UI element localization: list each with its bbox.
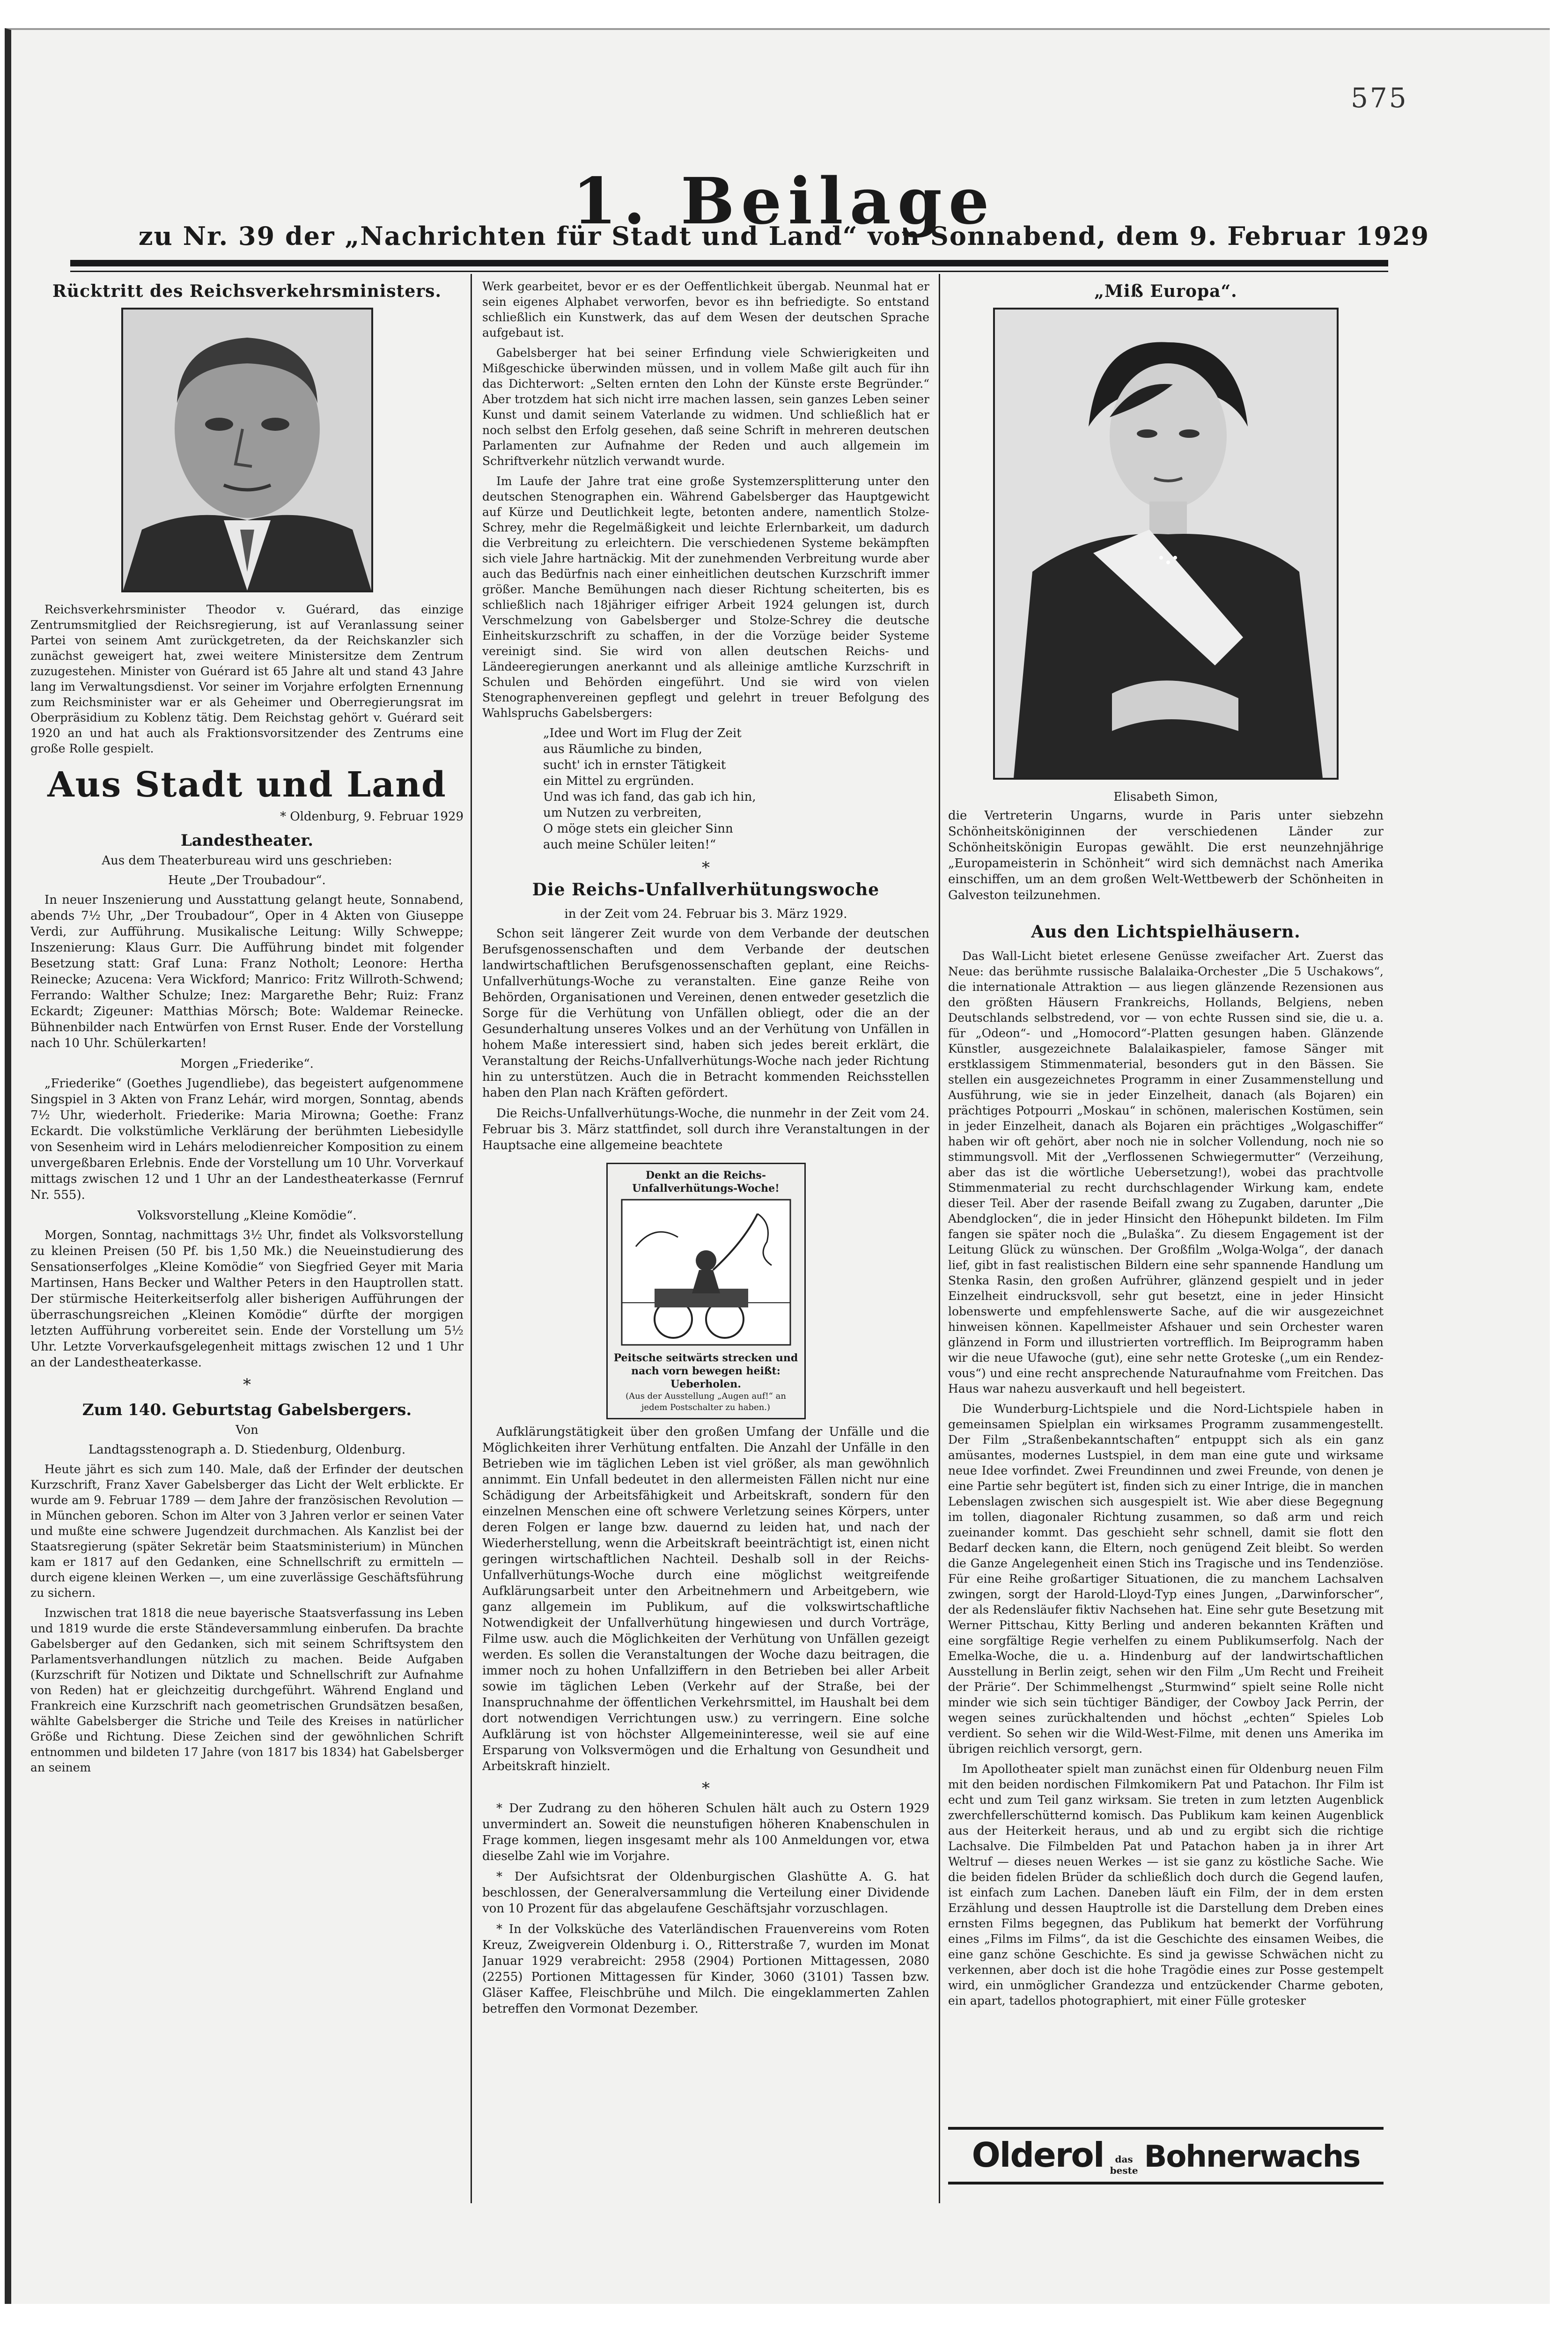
poem-line: um Nutzen zu verbreiten, xyxy=(543,806,702,820)
article-body: Aufklärungstätigkeit über den großen Umfang der Unfälle und die Möglichkeiten ihrer Verhütung entfalten. Die Anzahl der Unfälle in den Betrieben wie im täglichen Leben ist viel größer, als man gewöhnlich annimmt. Ein Unfall bedeutet in den allermeisten Fällen nicht nur eine Schädigung der Arbeitsfähigkeit und Arbeitskraft, sondern für den einzelnen Menschen eine oft schwere Verletzung seines Körpers, unter deren Folgen er lange bzw. dauernd zu leiden hat, und nach der Wiederherstellung, wenn die Arbeitskraft beeinträchtigt ist, einen nicht geringen wirtschaftlichen Nachteil. Deshalb soll in der Reichs-Unfallverhütungs-Woche durch eine möglichst weitgreifende Aufklärungsarbeit unter den Arbeitnehmern und Arbeitgebern, wie ganz allgemein im Publikum, auf die volkswirtschaftliche Notwendigkeit der Unfallverhütung hingewiesen und durch Vorträge, Filme usw. auch die Möglichkeiten der Verhütung von Unfällen gezeigt werden. Es sollen die Veranstaltungen der Woche dazu beitragen, die immer noch zu hohen Unfallziffern in den Betrieben bei aller Arbeit sowie im täglichen Leben (Verkehr auf der Straße, bei der Inanspruchnahme der öffentlichen Verkehrsmittel, im Haushalt bei dem dort notwendigen Verrichtungen usw.) zu verringern. Eine solche Aufklärung ist von höchster Allgemeininteresse, weil sie auf eine Ersparung von Volksvermögen und die Erhaltung von Gesundheit und Arbeitskraft hinzielt. xyxy=(482,1425,929,1773)
portrait-illustration xyxy=(123,310,371,590)
article-body: Werk gearbeitet, bevor er es der Oeffentlichkeit übergab. Neunmal hat er sein eigenes Alphabet verworfen, bevor es ihn befriedigte. So entstand schließlich ein Kunstwerk, das auf dem Wesen der deutschen Sprache aufgebaut ist. xyxy=(482,280,929,339)
column-divider xyxy=(939,274,940,2203)
separator-star: * xyxy=(702,858,710,877)
article-body: Die Reichs-Unfallverhütungs-Woche, die nunmehr in der Zeit vom 24. Februar bis 3. März stattfindet, soll durch ihre Veranstaltungen in der Hauptsache eine allgemeine beachtete xyxy=(482,1107,929,1152)
article-subheading: in der Zeit vom 24. Februar bis 3. März 1929. xyxy=(564,907,847,921)
poem-line: aus Räumliche zu binden, xyxy=(543,742,702,756)
ad-banner xyxy=(948,2127,1384,2184)
header-rule-thin xyxy=(70,271,1388,272)
article-heading-theater: Landestheater. xyxy=(180,831,314,850)
ad-small-text xyxy=(1110,2154,1138,2176)
subheading-folk: Volksvorstellung „Kleine Komödie“. xyxy=(137,1209,357,1223)
article-heading-miss-europe: „Miß Europa“. xyxy=(1094,281,1237,301)
portrait-photo-miss-europe xyxy=(993,308,1339,780)
article-heading-accident-week: Die Reichs-Unfallverhütungswoche xyxy=(532,880,880,900)
cartoon-source: (Aus der Ausstellung „Augen auf!“ an jedem Postschalter zu haben.) xyxy=(626,1391,786,1412)
portrait-illustration xyxy=(995,310,1337,778)
article-intro: Aus dem Theaterbureau wird uns geschrieben: xyxy=(102,854,392,868)
article-body: die Vertreterin Ungarns, wurde in Paris unter siebzehn Schönheitsköniginnen der verschiedenen Länder zur Schönheitskönigin Europas gewählt. Die erst neunzehnjährige „Europameisterin in Schönheit“ wird sich demnächst nach Amerika einschiffen, um an dem großen Welt-Wettbewerb der Schönheiten in Galveston teilzunehmen. xyxy=(948,809,1384,902)
advertisement xyxy=(948,2117,1384,2184)
byline: Von xyxy=(236,1423,258,1437)
news-item: * In der Volksküche des Vaterländischen Frauenvereins vom Roten Kreuz, Zweigverein Oldenburg i. O., Ritterstraße 7, wurden im Monat Januar 1929 verabreicht: 2958 (2904) Portionen Mittagessen, 2080 (2255) Portionen Mittagessen für Kinder, 3060 (3101) Tassen bzw. Gläser Kaffee, Fleischbrühe und Milch. Die eingeklammerten Zahlen betreffen den Vormonat Dezember. xyxy=(482,1922,929,2016)
column-2 xyxy=(482,279,929,2203)
poem-line: Und was ich fand, das gab ich hin, xyxy=(543,790,756,804)
article-body: „Friederike“ (Goethes Jugendliebe), das begeistert aufgenommene Singspiel in 3 Akten von Franz Lehár, wird morgen, Sonntag, abends 7½ Uhr, wiederholt. Friederike: Maria Mirowna; Goethe: Franz Eckardt. Die volkstümliche Verklärung der berühmten Liebesidylle von Sesenheim wird in Lehárs melodienreicher Komposition zu einem unvergeßbaren Erlebnis. Ende der Vorstellung um 10 Uhr. Vorverkauf mittags zwischen 12 und 1 Uhr an der Landestheaterkasse (Fernruf Nr. 555). xyxy=(30,1077,464,1202)
header-rule xyxy=(70,260,1388,266)
cartoon-illustration xyxy=(617,1195,795,1350)
ad-small-word: das xyxy=(1115,2153,1133,2165)
cartoon-box xyxy=(606,1163,806,1419)
column-divider xyxy=(471,274,472,2203)
article-body: Die Wunderburg-Lichtspiele und die Nord-Lichtspiele haben in gemeinsamen Spielplan ein wirksames Programm zusammengestellt. Der Film „Straßenbekanntschaften“ entpuppt sich als ein ganz amüsantes, modernes Lustspiel, in dem man eine gute und wirksame neue Idee vorfindet. Zwei Freundinnen und zwei Freunde, von denen je eine Partie sehr begütert ist, finden sich zu einer Intrige, die in manchen Lebenslagen zwischen sich ausgespielt ist. Wie aber diese Begegnung im tollen, diagonaler Richtung zusammen, so daß arm und reich zueinander kommt. Das geschieht sehr schnell, damit sie flott den Bedarf decken kann, die Eltern, noch genügend Zeit bleibt. So werden die Ganze Angelegenheit einen Stich ins Tragische und ins Tendenziöse. Für eine Reihe großartiger Situationen, die zu manchem Lachsalven zwingen, sorgt der Harold-Lloyd-Typ eines Jungen, „Darwinforscher“, der als Redensläufer fiktiv Nachsehen hat. Eine sehr gute Besetzung mit Werner Pittschau, Kitty Berling und anderen bekannten Kräften und eine sorgfältige Regie verhelfen zu einem Publikumserfolg. Nach der Emelka-Woche, die u. a. Hindenburg auf der landwirtschaftlichen Ausstellung in Berlin zeigt, sehen wir den Film „Um Recht und Freiheit der Prärie“. Der Schimmelhengst „Sturmwind“ spielt seine Rolle nicht minder wie sich sein tüchtiger Bändiger, der Cowboy Jack Perrin, der wegen seines zurückhaltenden und höchst „echten“ Spieles Lob verdient. So sehen wir die Wild-West-Filme, mit denen uns Amerika im übrigen reichlich versorgt, gern. xyxy=(948,1402,1384,1756)
article-body: Inzwischen trat 1818 die neue bayerische Staatsverfassung ins Leben und 1819 wurde die erste Ständeversammlung einberufen. Da brachte Gabelsberger auf den Gedanken, sich mit seinem Schriftsystem den Parlamentsverhandlungen nützlich zu machen. Beide Aufgaben (Kurzschrift für Notizen und Diktate und Schnellschrift zur Aufnahme von Reden) hat er gleichzeitig durchgeführt. Während England und Frankreich eine Kurzschrift nach geometrischen Grundsätzen besaßen, wählte Gabelsberger die Striche und Teile des Kreises in natürlicher Größe und Richtung. Diese Zeichen sind der gewöhnlichen Schrift entnommen und bildeten 17 Jahre (von 1817 bis 1834) hat Gabelsberger an seinem xyxy=(30,1606,464,1774)
article-heading-gabelsberger: Zum 140. Geburtstag Gabelsbergers. xyxy=(82,1401,412,1419)
article-heading-resignation: Rücktritt des Reichsverkehrsministers. xyxy=(52,281,442,301)
article-body: Das Wall-Licht bietet erlesene Genüsse zweifacher Art. Zuerst das Neue: das berühmte russische Balalaika-Orchester „Die 5 Uschakows“, die internationale Attraktion — aus liegen glänzende Rezensionen aus den größten Häusern Frankreichs, Hollands, Belgiens, neben Deutschlands selbstredend, vor — von echte Russen sind sie, die u. a. für „Odeon“- und „Homocord“-Platten gesungen haben. Glänzende Künstler, ausgezeichnete Balalaikaspieler, famose Sänger mit erstklassigem Stimmenmaterial, besonders gut in den Bässen. Sie stellen ein ausgezeichnetes Programm in einer Zusammenstellung und Ausführung, wie sie in jeder Einzelheit, danach (als Bojaren) ein prächtiges Potpourri „Moskau“ in schönen, malerischen Kostümen, sein in jeder Einzelheit, danach als Bojaren ein prächtiges „Wolgaschiffer“ haben wir oft gehört, aber noch nie in solcher Vollendung, noch nie so stimmungsvoll. Mit der „Verflossenen Schwiegermutter“ (Verzeihung, aber das ist die wörtliche Uebersetzung!), wobei das prachtvolle Stimmenmaterial zu recht durchschlagender Wirkung kam, endete dieser Teil. Aber der rasende Beifall zwang zu Zugaben, darunter „Die Abendglocken“, die in jeder Hinsicht den Höhepunkt bildeten. Im Film fangen sie später noch die „Bulaška“. Zu diesem Engagement ist der Leitung Glück zu wünschen. Der Großfilm „Wolga-Wolga“, der danach lief, gibt in fast realistischen Bildern eine sehr spannende Handlung um Stenka Rasin, den großen Aufrührer, glänzend gespielt und in jeder Einzelheit eindrucksvoll, sehr gut besetzt, eine in jeder Hinsicht lobenswerte und empfehlenswerte Sache, auf die wir ausgezeichnet hinweisen können. Kapellmeister Afshauer und sein Orchester waren glänzend in Form und illustrierten vortrefflich. Im Beiprogramm haben wir die neue Ufawoche (gut), eine sehr nette Groteske („um ein Rendez-vous“) und eine recht ansprechende Naturaufnahme vom Freitchen. Das Haus war nahezu ausverkauft und hell begeistert. xyxy=(948,949,1384,1395)
separator-star: * xyxy=(243,1375,251,1394)
dateline: * Oldenburg, 9. Februar 1929 xyxy=(280,810,464,824)
article-body: Schon seit längerer Zeit wurde von dem Verbande der deutschen Berufsgenossenschaften und dem Verbande der deutschen landwirtschaftlichen Berufsgenossenschaften geplant, eine Reichs-Unfallverhütungs-Woche zu veranstalten. Eine ganze Reihe von Behörden, Organisationen und Vereinen, denen entweder gesetzlich die Sorge für die Verhütung von Unfällen obliegt, oder die an der Gesunderhaltung unseres Volkes und an der Verhütung von Unfällen in hohem Maße interessiert sind, haben sich jedes bereit erklärt, die Veranstaltung der Reichs-Unfallverhütungs-Woche nach jeder Richtung hin zu unterstützen. Auch die in Betracht kommenden Reichsstellen haben den Plan nach Kräften gefördert. xyxy=(482,927,929,1100)
poem-line: „Idee und Wort im Flug der Zeit xyxy=(543,726,742,740)
ad-brand: Olderol xyxy=(972,2135,1104,2175)
photo-caption: Elisabeth Simon, xyxy=(1113,790,1218,804)
column-1 xyxy=(30,279,464,2203)
supplement-title: 1. Beilage xyxy=(572,164,996,239)
article-body: Gabelsberger hat bei seiner Erfindung viele Schwierigkeiten und Mißgeschicke überwinden müssen, und in vollem Maße gilt auch für ihn das Dichterwort: „Selten ernten den Lohn der Künste erste Begründer.“ Aber trotzdem hat sich nicht irre machen lassen, sein ganzes Leben seiner Kunst und damit seinem Vaterlande zu widmen. Und schließlich hat er noch selbst den Erfolg gesehen, daß seine Schrift in mehreren deutschen Parlamenten zur Aufnahme der Reden und auch allgemein im Schriftverkehr nützlich verwandt wurde. xyxy=(482,346,929,468)
poem-line: auch meine Schüler leiten!“ xyxy=(543,838,716,852)
supplement-subtitle: zu Nr. 39 der „Nachrichten für Stadt und Land“ von Sonnabend, dem 9. Februar 1929 xyxy=(138,221,1430,251)
portrait-photo-guerard xyxy=(121,308,373,592)
cartoon-title: Denkt an die Reichs-Unfallverhütungs-Woche! xyxy=(632,1169,780,1195)
cartoon-caption: Peitsche seitwärts strecken und nach vorn bewegen heißt: Ueberholen. xyxy=(613,1352,798,1390)
separator-star: * xyxy=(702,1779,710,1798)
poem-line: sucht' ich in ernster Tätigkeit xyxy=(543,758,726,772)
article-body: In neuer Inszenierung und Ausstattung gelangt heute, Sonnabend, abends 7½ Uhr, „Der Troubadour“, Oper in 4 Akten von Giuseppe Verdi, zur Aufführung. Musikalische Leitung: Willy Schweppe; Inszenierung: Klaus Gurr. Die Aufführung bindet mit folgender Besetzung statt: Graf Luna: Franz Notholt; Leonore: Hertha Reinecke; Azucena: Vera Wickford; Manrico: Fritz Willroth-Schwend; Ferrando: Walther Schulze; Inez: Margarethe Behr; Ruiz: Franz Eckardt; Zigeuner: Matthias Mörsch; Bote: Waldemar Reinecke. Bühnenbilder nach Entwürfen von Ernst Ruser. Ende der Vorstellung nach 10 Uhr. Schülerkarten! xyxy=(30,893,464,1050)
article-body: Im Apollotheater spielt man zunächst einen für Oldenburg neuen Film mit den beiden nordischen Filmkomikern Pat und Patachon. Ihr Film ist echt und zum Teil ganz wirksam. Sie treten in zum letzten Augenblick zwerchfellerschütternd komisch. Das Publikum kam keinen Augenblick aus der Heiterkeit heraus, und ab und zu ergibt sich die richtige Lachsalve. Die Filmbelden Pat und Patachon haben ja in ihrer Art Weltruf — dieses neuen Werkes — ist sie ganz zu köstliche Sache. Wie die beiden fidelen Brüder da schließlich doch durch die Gegend laufen, ist einfach zum Lachen. Daneben läuft ein Film, der in dem ersten Erzählung und dessen Hauptrolle ist die Darstellung dem Dreben eines ernsten Films begegnen, das Publikum hat bemerkt der Vorführung eines „Films im Films“, da ist die Geschichte des einsamen Weibes, die eine ganz schöne Geschichte. Es sind ja gewisse Schwächen nicht zu verkennen, aber doch ist die hohe Tragödie eines zur Posse gestempelt wird, ein unmöglicher Grandezza und entzückender Charme geboten, ein apart, tadellos photographiert, mit einer Fülle grotesker xyxy=(948,1762,1384,2007)
article-body: Im Laufe der Jahre trat eine große Systemzersplitterung unter den deutschen Stenographen ein. Während Gabelsberger das Hauptgewicht auf Kürze und Deutlichkeit legte, betonten andere, namentlich Stolze-Schrey, mehr die Regelmäßigkeit und leichte Erlernbarkeit, um dadurch die Verbreitung zu erleichtern. Die verschiedenen Systeme bekämpften sich viele Jahre hartnäckig. Mit der zunehmenden Verbreitung wurde aber auch das Bedürfnis nach einer einheitlichen deutschen Kurzschrift immer größer. Manche Bemühungen nach dieser Richtung scheiterten, bis es schließlich nach 18jähriger eifriger Arbeit 1924 gelungen ist, durch Verschmelzung von Gabelsberger und Stolze-Schrey die deutsche Einheitskurzschrift zu schaffen, in der die Vorzüge beider Systeme vereinigt sind. Sie wird von allen deutschen Reichs- und Ländeeregierungen anerkannt und als alleinige amtliche Kurzschrift in Schulen und Behörden eingeführt. Und sie wird von vielen Stenographenvereinen gepflegt und gelehrt in treuer Befolgung des Wahlspruchs Gabelsbergers: xyxy=(482,474,929,720)
ad-product: Bohnerwachs xyxy=(1144,2140,1360,2174)
poem-line: O möge stets ein gleicher Sinn xyxy=(543,822,733,836)
article-heading-cinemas: Aus den Lichtspielhäusern. xyxy=(1031,922,1301,942)
section-heading: Aus Stadt und Land xyxy=(47,765,447,805)
ad-small-word: beste xyxy=(1110,2164,1138,2176)
article-body: Heute jährt es sich zum 140. Male, daß der Erfinder der deutschen Kurzschrift, Franz Xaver Gabelsberger das Licht der Welt erblickte. Er wurde am 9. Februar 1789 — dem Jahre der französischen Revolution — in München geboren. Schon im Alter von 3 Jahren verlor er seinen Vater und mußte eine schwere Jugendzeit durchmachen. Als Kanzlist bei der Staatsregierung (später Sekretär beim Staatsministerium) in München kam er 1817 auf den Gedanken, eine Schnellschrift zu ermitteln — durch eigene kleinen Werken —, um eine zuverlässige Geschäftsführung zu sichern. xyxy=(30,1462,464,1600)
article-body: Morgen, Sonntag, nachmittags 3½ Uhr, findet als Volksvorstellung zu kleinen Preisen (50 Pf. bis 1,50 Mk.) die Neueinstudierung des Sensationserfolges „Kleine Komödie“ von Siegfried Geyer mit Maria Martinsen, Hans Becker und Walther Peters in den Hauptrollen statt. Der stürmische Heiterkeitserfolg aller bisherigen Aufführungen der überraschungsreichen „Kleinen Komödie“ dürfte der morgigen letzten Aufführung vorbereitet sein. Ende der Vorstellung um 5½ Uhr. Letzte Vorverkaufsgelegenheit mittags zwischen 12 und 1 Uhr an der Landestheaterkasse. xyxy=(30,1228,464,1370)
news-item: * Der Zudrang zu den höheren Schulen hält auch zu Ostern 1929 unvermindert an. Soweit die neunstufigen höheren Knabenschulen in Frage kommen, liegen insgesamt mehr als 100 Anmeldungen vor, etwa dieselbe Zahl wie im Vorjahre. xyxy=(482,1801,929,1863)
news-item: * Der Aufsichtsrat der Oldenburgischen Glashütte A. G. hat beschlossen, der Generalversammlung die Verteilung einer Dividende von 10 Prozent für das abgelaufene Geschäftsjahr vorzuschlagen. xyxy=(482,1870,929,1916)
poem xyxy=(543,725,929,853)
article-body: Reichsverkehrsminister Theodor v. Guérard, das einzige Zentrumsmitglied der Reichsregierung, ist auf Veranlassung seiner Partei von seinem Amt zurückgetreten, da der Reichskanzler sich zunächst geweigert hat, zwei weitere Ministersitze dem Zentrum zuzugestehen. Minister von Guérard ist 65 Jahre alt und stand 43 Jahre lang im Verwaltungsdienst. Vor seiner im Vorjahre erfolgten Ernennung zum Reichsminister war er als Geheimer und Oberregierungsrat im Oberpräsidium zu Koblenz tätig. Dem Reichstag gehört v. Guérard seit 1920 an und hat auch als Fraktionsvorsitzender des Zentrums eine große Rolle gespielt. xyxy=(30,603,464,755)
subheading-tomorrow: Morgen „Friederike“. xyxy=(180,1057,314,1071)
poem-line: ein Mittel zu ergründen. xyxy=(543,774,694,788)
subheading-today: Heute „Der Troubadour“. xyxy=(168,873,326,887)
page-number: 575 xyxy=(1351,82,1408,114)
column-3 xyxy=(948,279,1384,2203)
byline-author: Landtagsstenograph a. D. Stiedenburg, Oldenburg. xyxy=(88,1443,406,1457)
